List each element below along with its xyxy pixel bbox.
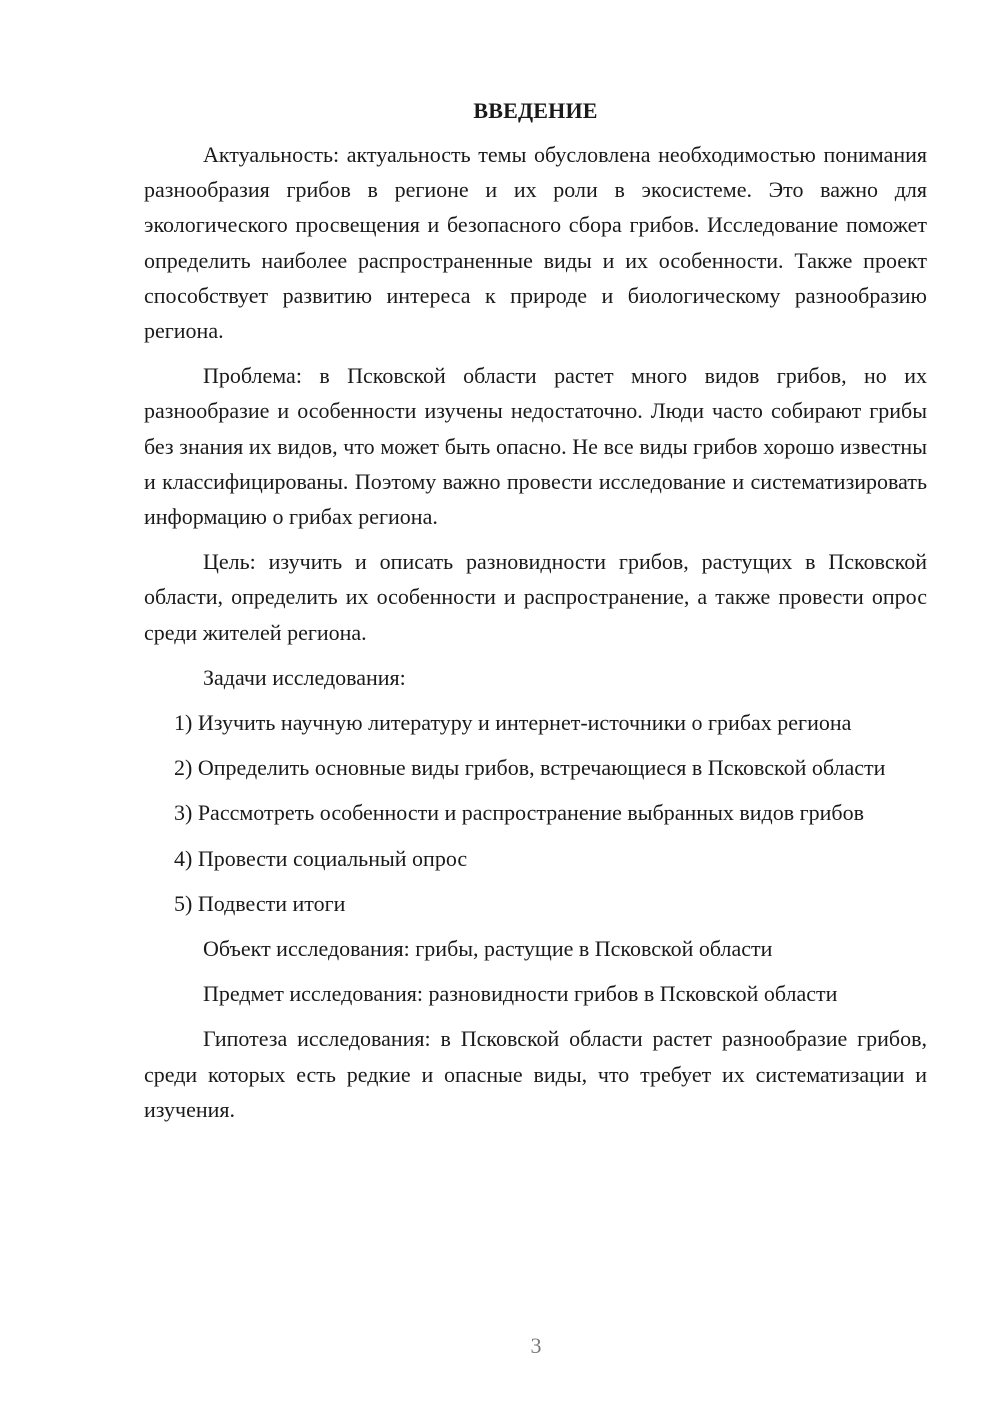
object-paragraph: Объект исследования: грибы, растущие в Псковской области <box>203 936 773 962</box>
tasks-heading: Задачи исследования: <box>203 664 406 690</box>
task-item: 2) Определить основные виды грибов, встречающиеся в Псковской области <box>174 755 886 781</box>
relevance-paragraph: Актуальность: актуальность темы обусловлена необходимостью понимания разнообразия грибов в регионе и их роли в экосистеме. Это важно для экологического просвещения и безопасного сбора грибов. Исследование поможет определить наиболее распространенные виды и их особенности. Также проект способствует развитию интереса к природе и биологическому разнообразию региона. <box>144 142 927 344</box>
task-item: 3) Рассмотреть особенности и распространение выбранных видов грибов <box>174 800 864 826</box>
goal-paragraph: Цель: изучить и описать разновидности грибов, растущих в Псковской области, определить их особенности и распространение, а также провести опрос среди жителей региона. <box>144 549 927 645</box>
hypothesis-paragraph: Гипотеза исследования: в Псковской области растет разнообразие грибов, среди которых есть редкие и опасные виды, что требует их систематизации и изучения. <box>144 1026 927 1122</box>
task-item: 5) Подвести итоги <box>174 890 346 916</box>
task-item: 4) Провести социальный опрос <box>174 845 468 871</box>
tasks-list <box>144 705 927 921</box>
section-title: ВВЕДЕНИЕ <box>473 98 598 123</box>
page-content <box>144 95 927 1127</box>
problem-paragraph: Проблема: в Псковской области растет много видов грибов, но их разнообразие и особенности изучены недостаточно. Люди часто собирают грибы без знания их видов, что может быть опасно. Не все виды грибов хорошо известны и классифицированы. Поэтому важно провести исследование и систематизировать информацию о грибах региона. <box>144 363 927 530</box>
subject-paragraph: Предмет исследования: разновидности грибов в Псковской области <box>203 981 838 1007</box>
page-number: 3 <box>530 1333 542 1358</box>
task-item: 1) Изучить научную литературу и интернет-источники о грибах региона <box>174 710 852 736</box>
